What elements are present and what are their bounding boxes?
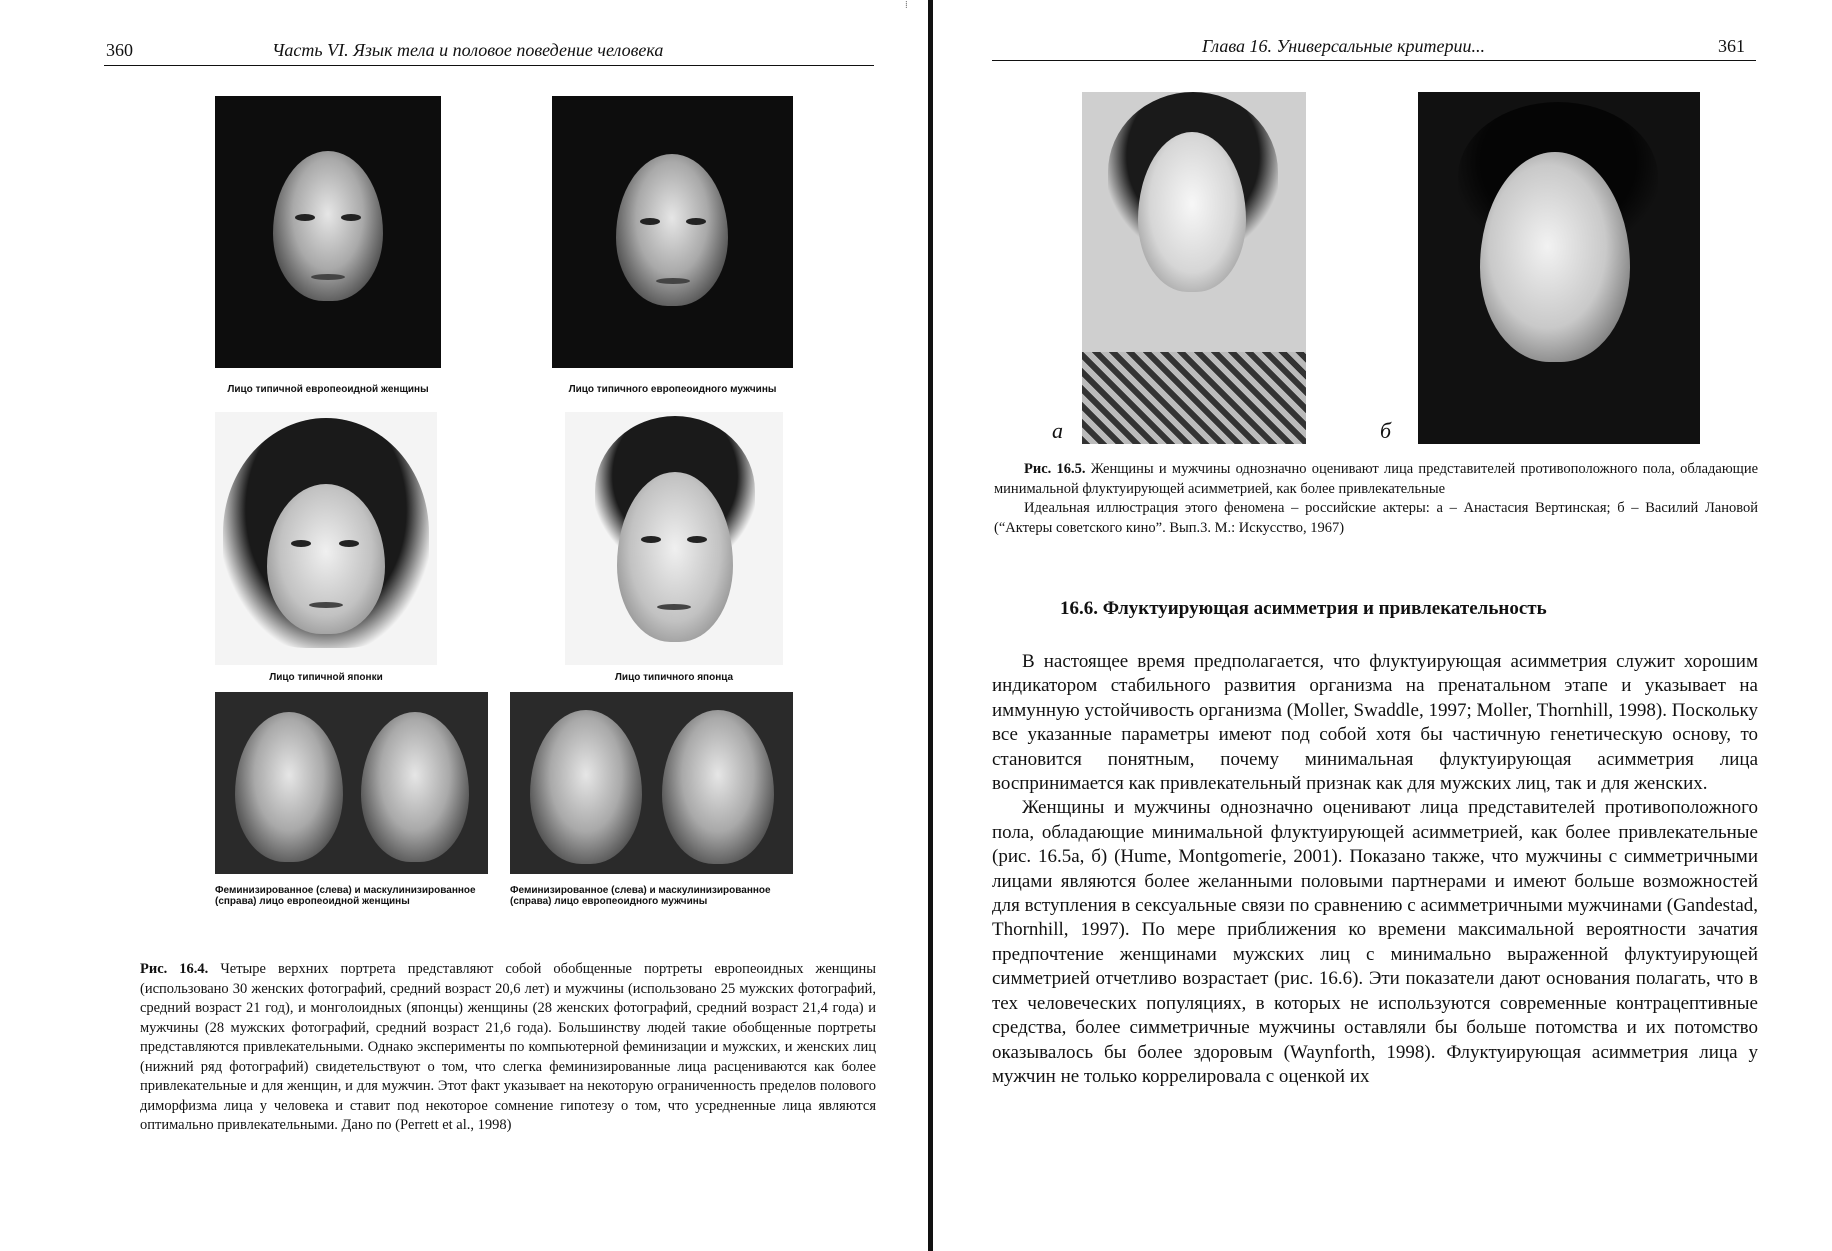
- caption-caucasian-man: Лицо типичного европеоидного мужчины: [568, 384, 777, 395]
- body-text: [992, 650, 1758, 1089]
- caption-japanese-man: Лицо типичного японца: [614, 672, 734, 683]
- portrait-caucasian-man: [552, 96, 793, 368]
- figure-text-16-5-line2: Идеальная иллюстрация этого феномена – российские актеры: а – Анастасия Вертинская; б – Василий Лановой (“Актеры советского кино”. Вып.3. М.: Искусство, 1967): [994, 500, 1758, 536]
- paragraph-2: Женщины и мужчины однозначно оценивают лица представителей противоположного пола, обладающие минимальной флуктуирующей асимметрией, как более привлекательные (рис. 16.5а, б) (Hume, Montgomerie, 2001). Показано также, что мужчины с симметричными лицами являются более желанными половыми партнерами и имеют больше возможностей для вступления в сексуальные связи по сравнению с асимметричными мужчинами (Gandestad, Thornhill, 1997). По мере приближения ко времени максимальной вероятности зачатия предпочтение женщинами мужских лиц с минимально выраженной флуктуирующей симметрией отчетливо возрастает (рис. 16.6). Эти показатели дают основания полагать, что в тех человеческих популяциях, в которых не используются современные контрацептивные средства, более симметричные мужчины оставляли бы больше потомства и их потомство оказывалось бы более здоровым (Waynforth, 1998). Флуктуирующая асимметрия лица у мужчин не только коррелировала с оценкой их: [992, 797, 1759, 1087]
- paragraph-1: В настоящее время предполагается, что флуктуирующая асимметрия служит хорошим индикатором стабильного развития организма на пренатальном этапе и указывает на иммунную устойчивость организма (Moller, Swaddle, 1997; Moller, Thornhill, 1998). Поскольку все указанные параметры имеют под собой хотя бы частичную генетическую основу, то становится понятным, почему минимальная флуктуирующая асимметрия лица воспринимается как привлекательный признак как для мужских лиц, так и для женских.: [992, 651, 1758, 795]
- figure-label-16-4: Рис. 16.4.: [140, 961, 209, 977]
- portrait-japanese-man: [565, 412, 783, 665]
- caption-japanese-woman: Лицо типичной японки: [269, 672, 383, 683]
- photo-lanovoy: [1418, 92, 1700, 444]
- running-header-right: Глава 16. Универсальные критерии...: [1202, 36, 1486, 56]
- header-rule-right: [992, 60, 1756, 61]
- spine-mark: ⁞: [905, 0, 908, 11]
- page-number-right: 361: [1718, 36, 1745, 56]
- book-spine: [928, 0, 933, 1251]
- caption-feminized-man: Феминизированное (слева) и маскулинизированное (справа) лицо европеоидного мужчины: [510, 885, 771, 907]
- photo-vertinskaya: [1082, 92, 1306, 444]
- figure-caption-16-5: [994, 460, 1758, 538]
- caption-caucasian-woman: Лицо типичной европеоидной женщины: [227, 384, 429, 395]
- photo-label-a: а: [1052, 418, 1063, 443]
- portrait-feminized-masculinized-woman: [215, 692, 488, 874]
- portrait-feminized-masculinized-man: [510, 692, 793, 874]
- figure-caption-16-4: [140, 960, 876, 1136]
- figure-text-16-5-line1: Женщины и мужчины однозначно оценивают лица представителей противоположного пола, обладающие минимальной флуктуирующей асимметрией, как более привлекательные: [994, 461, 1759, 497]
- page-number-left: 360: [106, 40, 133, 60]
- figure-label-16-5: Рис. 16.5.: [1024, 461, 1086, 477]
- header-rule-left: [104, 65, 874, 66]
- portrait-caucasian-woman: [215, 96, 441, 368]
- running-header-left: Часть VI. Язык тела и половое поведение человека: [272, 40, 664, 60]
- photo-label-b: б: [1380, 418, 1392, 443]
- figure-text-16-4: Четыре верхних портрета представляют собой обобщенные портреты европеоидных женщины (использовано 30 женских фотографий, средний возраст 20,6 лет) и мужчины (использовано 25 мужских фотографий, средний возраст 21 год), и монголоидных (японцы) женщины (28 женских фотографий, средний возраст 21,4 года) и мужчины (28 мужских фотографий, средний возраст 21,6 года). Большинству людей такие обобщенные портреты представляются привлекательными. Однако эксперименты по компьютерной феминизации и мужских, и женских лиц (нижний ряд фотографий) свидетельствуют о том, что слегка феминизированные лица расцениваются как более привлекательные и для женщин, и для мужчин. Этот факт указывает на некоторую ограниченность пределов полового диморфизма лица у человека и ставит под некоторое сомнение гипотезу о том, что усредненные лица являются оптимально привлекательными. Дано по (Perrett et al., 1998): [140, 961, 876, 1133]
- caption-feminized-woman: Феминизированное (слева) и маскулинизированное (справа) лицо европеоидной женщины: [215, 885, 476, 907]
- right-page: [940, 0, 1832, 1251]
- section-title: 16.6. Флуктуирующая асимметрия и привлекательность: [1060, 598, 1547, 619]
- portrait-japanese-woman: [215, 412, 437, 665]
